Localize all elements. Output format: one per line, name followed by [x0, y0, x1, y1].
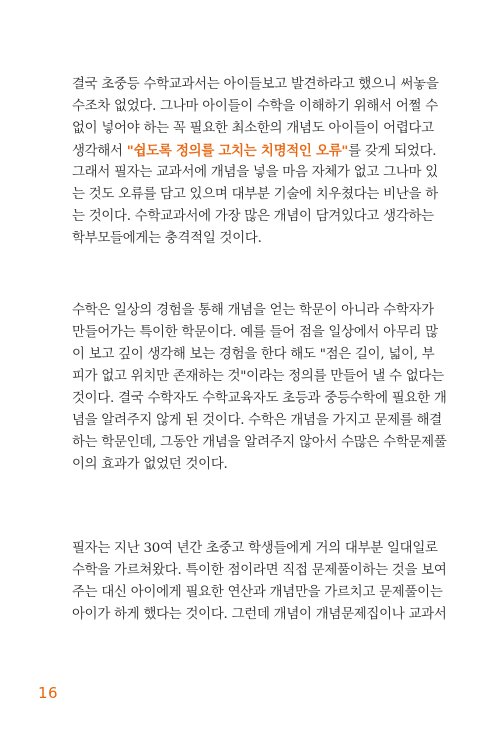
paragraph-1 — [72, 74, 439, 250]
text-line: 없이 넣어야 하는 꼭 필요한 최소한의 개념도 아이들이 어렵다고 — [72, 121, 434, 136]
text-line: 주는 대신 아이에게 필요한 연산과 개념만을 가르치고 문제풀이는 — [72, 585, 443, 600]
text-line: 는 것도 오류를 담고 있으며 대부분 기술에 치우쳤다는 비난을 하 — [72, 187, 438, 202]
text-line: 는 것이다. 수학교과서에 가장 많은 개념이 담겨있다고 생각하는 — [72, 209, 434, 224]
text-line: 수조차 없었다. 그나마 아이들이 수학을 이해하기 위해서 어쩔 수 — [72, 99, 438, 114]
text-line: 만들어가는 특이한 학문이다. 예를 들어 점을 일상에서 아무리 많 — [72, 325, 438, 340]
text-line: 아이가 하게 했다는 것이다. 그런데 개념이 개념문제집이나 교과서 — [72, 607, 447, 622]
page-number: 16 — [38, 684, 59, 702]
text-line: 결국 초중등 수학교과서는 아이들보고 발견하라고 했으니 써놓을 — [72, 77, 439, 92]
text-line: 수학은 일상의 경험을 통해 개념을 얻는 학문이 아니라 수학자가 — [72, 303, 434, 318]
highlighted-phrase: "쉽도록 정의를 고치는 치명적인 오류" — [126, 143, 349, 159]
text-line-with-highlight — [72, 140, 437, 162]
text-line: 학부모들에게는 충격적일 것이다. — [72, 231, 262, 246]
paragraph-3 — [72, 538, 447, 626]
text-line: 이 보고 깊이 생각해 보는 경험을 한다 해도 "점은 길이, 넓이, 부 — [72, 347, 435, 362]
text-line: 하는 학문인데, 그동안 개념을 알려주지 않아서 수많은 수학문제풀 — [72, 435, 447, 450]
text-line: 필자는 지난 30여 년간 초중고 학생들에게 거의 대부분 일대일로 — [72, 541, 438, 556]
text-line: 이의 효과가 없었던 것이다. — [72, 457, 228, 472]
text-line: 수학을 가르쳐왔다. 특이한 점이라면 직접 문제풀이하는 것을 보여 — [72, 563, 447, 578]
text-line: 념을 알려주지 않게 된 것이다. 수학은 개념을 가지고 문제를 해결 — [72, 413, 442, 428]
text-line-after: 를 갖게 되었다. — [348, 144, 437, 159]
text-line: 피가 없고 위치만 존재하는 것"이라는 정의를 만들어 낼 수 없다는 — [72, 369, 444, 384]
text-line-before: 생각해서 — [72, 144, 127, 159]
text-line: 그래서 필자는 교과서에 개념을 넣을 마음 자체가 없고 그나마 있 — [72, 165, 438, 180]
paragraph-2 — [72, 300, 447, 476]
text-line: 것이다. 결국 수학자도 수학교육자도 초등과 중등수학에 필요한 개 — [72, 391, 447, 406]
